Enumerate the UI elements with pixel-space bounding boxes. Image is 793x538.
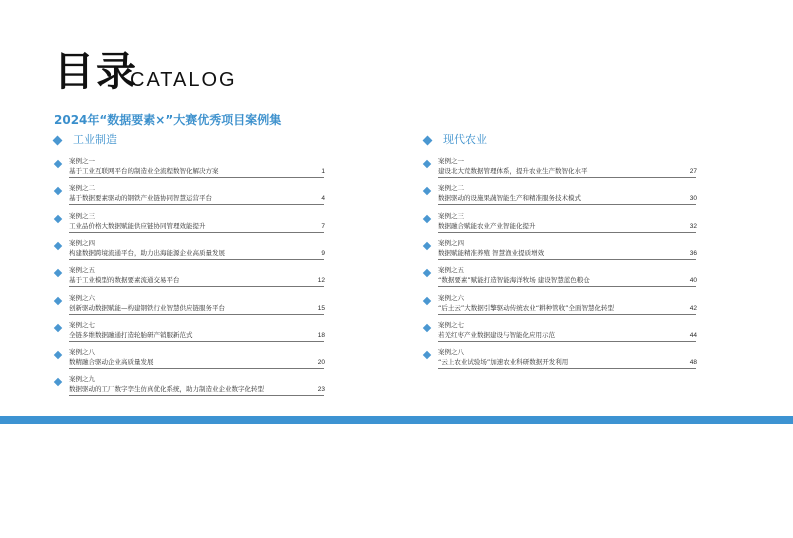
toc-entry-case: 案例之三 bbox=[69, 211, 95, 220]
toc-entry-title: 基于工业模型的数据要素流通交易平台 bbox=[69, 276, 180, 285]
toc-entry-page: 9 bbox=[321, 249, 325, 257]
toc-entry-rule bbox=[69, 286, 324, 287]
diamond-icon bbox=[54, 351, 62, 359]
toc-entry-title: 工业品价格大数据赋能供应链协同管理效能提升 bbox=[69, 221, 206, 230]
toc-entry-page: 36 bbox=[689, 249, 697, 257]
toc-entry-title: 数精融合驱动企业高质量发展 bbox=[69, 358, 154, 367]
toc-entry-title: 基于工业互联网平台的制造业全流程数智化解决方案 bbox=[69, 167, 219, 175]
toc-entry-page: 12 bbox=[317, 277, 325, 285]
toc-entry-title: 构建数据跨境流通平台，助力出海能源企业高质量发展 bbox=[69, 248, 225, 257]
footer-band bbox=[0, 416, 793, 424]
toc-entry-rule bbox=[69, 259, 324, 260]
diamond-icon bbox=[54, 242, 62, 250]
toc-entry-rule bbox=[438, 314, 696, 315]
toc-entry-case: 案例之五 bbox=[438, 266, 464, 275]
diamond-icon bbox=[423, 324, 431, 332]
toc-entry-rule bbox=[69, 177, 324, 178]
toc-entry-rule bbox=[69, 314, 324, 315]
toc-entry-rule bbox=[438, 232, 696, 233]
toc-entry-rule bbox=[438, 259, 696, 260]
section-title: 现代农业 bbox=[443, 133, 487, 146]
diamond-icon bbox=[53, 135, 63, 145]
diamond-icon bbox=[423, 135, 433, 145]
toc-entry-case: 案例之二 bbox=[438, 184, 464, 193]
toc-entry-case: 案例之八 bbox=[438, 348, 464, 357]
toc-entry-title: “数据要素”赋能打造智能海洋牧场 建设智慧蓝色粮仓 bbox=[438, 276, 590, 285]
diamond-icon bbox=[423, 187, 431, 195]
toc-entry-rule bbox=[438, 286, 696, 287]
toc-entry-rule bbox=[438, 368, 696, 369]
toc-entry-case: 案例之八 bbox=[69, 348, 95, 357]
toc-entry-title: “后土云”大数据引擎驱动传统农业“耕种管收”全面智慧化转型 bbox=[438, 303, 614, 312]
toc-entry-rule bbox=[438, 341, 696, 342]
diamond-icon bbox=[54, 324, 62, 332]
toc-entry-page: 23 bbox=[317, 386, 325, 394]
toc-entry-title: 创新驱动数据赋能—构建钢铁行业智慧供应链服务平台 bbox=[69, 303, 225, 312]
diamond-icon bbox=[423, 214, 431, 222]
toc-entry-case: 案例之七 bbox=[438, 320, 464, 329]
toc-entry-title: “云上农业试验场”加速农业科研数据开发利用 bbox=[438, 358, 569, 367]
toc-entry-title: 若羌红枣产业数据建设与智能化应用示范 bbox=[438, 330, 555, 339]
toc-entry-rule bbox=[438, 177, 696, 178]
toc-entry-case: 案例之一 bbox=[438, 157, 464, 165]
diamond-icon bbox=[54, 269, 62, 277]
page-subtitle: 2024年“数据要素×”大赛优秀项目案例集 bbox=[54, 113, 282, 127]
diamond-icon bbox=[54, 296, 62, 304]
toc-entry-title: 数据赋能精准养殖 智慧渔业提质增效 bbox=[438, 248, 545, 257]
toc-entry-page: 48 bbox=[689, 359, 697, 367]
page-title-english: CATALOG bbox=[130, 69, 237, 91]
toc-entry-page: 42 bbox=[689, 304, 697, 312]
diamond-icon bbox=[423, 160, 431, 168]
diamond-icon bbox=[54, 214, 62, 222]
diamond-icon bbox=[54, 187, 62, 195]
diamond-icon bbox=[54, 378, 62, 386]
toc-entry-rule bbox=[69, 368, 324, 369]
toc-entry-case: 案例之四 bbox=[69, 238, 95, 247]
toc-entry-page: 7 bbox=[321, 222, 325, 230]
toc-entry-title: 数据驱动的工厂数字孪生仿真优化系统，助力制造业企业数字化转型 bbox=[69, 385, 264, 394]
toc-entry-page: 1 bbox=[321, 168, 325, 175]
diamond-icon bbox=[54, 160, 62, 168]
toc-entry-page: 44 bbox=[689, 331, 697, 339]
toc-entry-page: 30 bbox=[689, 195, 697, 203]
diamond-icon bbox=[423, 351, 431, 359]
diamond-icon bbox=[423, 269, 431, 277]
diamond-icon bbox=[423, 242, 431, 250]
toc-entry-page: 15 bbox=[317, 304, 325, 312]
toc-entry-page: 20 bbox=[317, 359, 325, 367]
toc-entry-title: 数据融合赋能农业产业智能化提升 bbox=[438, 221, 536, 230]
toc-entry-rule bbox=[69, 232, 324, 233]
toc-entry-title: 全链多维数据融通打造轮胎研产销服新范式 bbox=[69, 330, 193, 339]
toc-entry-case: 案例之五 bbox=[69, 266, 95, 275]
toc-entry-title: 基于数据要素驱动的钢铁产业链协同智慧运营平台 bbox=[69, 194, 212, 203]
toc-entry-rule bbox=[69, 341, 324, 342]
toc-entry-page: 27 bbox=[689, 168, 697, 175]
toc-entry-case: 案例之九 bbox=[69, 375, 95, 384]
toc-entry-title: 数据驱动的设施果蔬智能生产和精准服务技术模式 bbox=[438, 194, 581, 203]
toc-entry-rule bbox=[69, 204, 324, 205]
toc-entry-case: 案例之七 bbox=[69, 320, 95, 329]
toc-entry-case: 案例之二 bbox=[69, 184, 95, 193]
toc-entry-case: 案例之六 bbox=[438, 293, 464, 302]
section-title: 工业制造 bbox=[73, 133, 117, 146]
toc-entry-page: 4 bbox=[321, 195, 325, 203]
toc-entry-page: 18 bbox=[317, 331, 325, 339]
page-title: 目录 bbox=[54, 49, 138, 95]
toc-entry-page: 40 bbox=[689, 277, 697, 285]
diamond-icon bbox=[423, 296, 431, 304]
toc-entry-rule bbox=[438, 204, 696, 205]
section-heading-industry bbox=[54, 131, 117, 145]
toc-entry-case: 案例之一 bbox=[69, 157, 95, 165]
toc-entry-case: 案例之三 bbox=[438, 211, 464, 220]
section-heading-agriculture bbox=[424, 131, 487, 145]
toc-entry-title: 建设北大荒数据管理体系，提升农业生产数智化水平 bbox=[438, 167, 588, 175]
toc-entry-page: 32 bbox=[689, 222, 697, 230]
toc-entry-case: 案例之四 bbox=[438, 238, 464, 247]
toc-entry-rule bbox=[69, 395, 324, 396]
toc-entry-case: 案例之六 bbox=[69, 293, 95, 302]
